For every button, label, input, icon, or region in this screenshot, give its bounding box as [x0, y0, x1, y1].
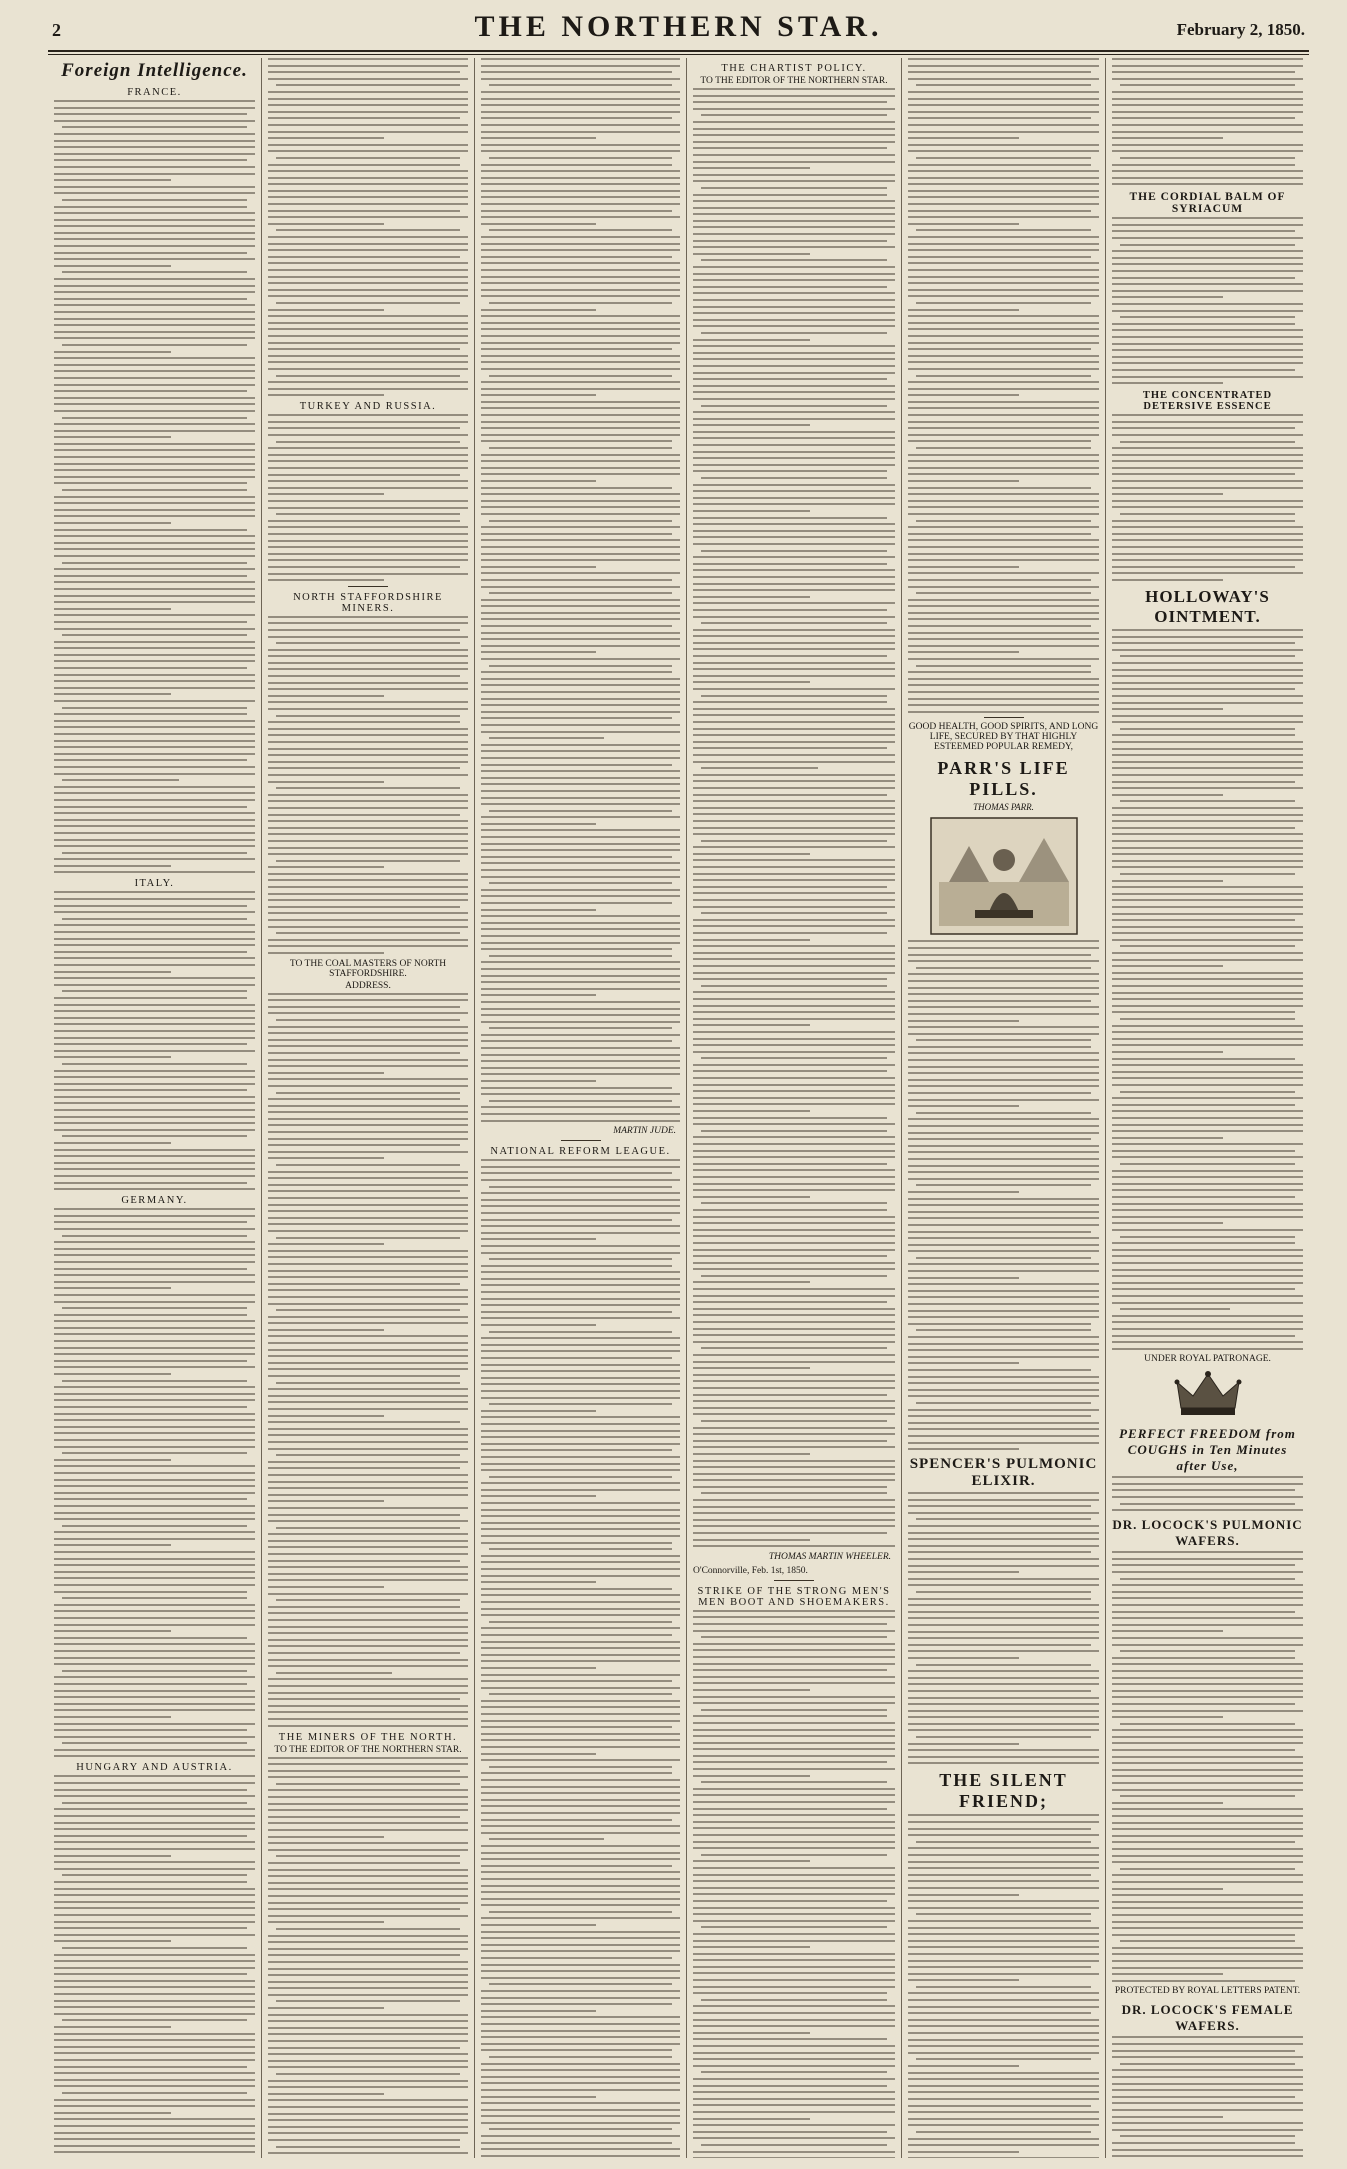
article-text: [54, 100, 255, 873]
heading-chartist-policy: THE CHARTIST POLICY.: [721, 63, 867, 74]
heading-hungary-austria: HUNGARY AND AUSTRIA.: [76, 1762, 233, 1774]
column-5: [901, 58, 1105, 2158]
masthead: [48, 6, 1309, 50]
ad-text: [1112, 414, 1303, 581]
divider: [561, 1140, 601, 1141]
article-text: [268, 616, 468, 954]
article-text: [481, 1159, 680, 2158]
masthead-rule-thin: [48, 54, 1309, 55]
ad-cordial-balm-title: THE CORDIAL BALM OF SYRIACUM: [1129, 191, 1286, 216]
heading-coal-masters: TO THE COAL MASTERS OF NORTH STAFFORDSHIRE.: [289, 958, 447, 979]
ad-text: [1112, 629, 1303, 1350]
column-2: [261, 58, 474, 2158]
ad-text: [908, 1492, 1099, 1764]
crown-icon: [1173, 1368, 1243, 1420]
column-4: [686, 58, 901, 2158]
ad-parr-title: PARR'S LIFE PILLS.: [937, 758, 1070, 800]
article-text: [693, 1610, 895, 2158]
divider: [984, 717, 1024, 718]
article-text: [268, 1757, 468, 2159]
heading-national-reform-league: NATIONAL REFORM LEAGUE.: [490, 1146, 671, 1158]
article-text: [54, 1208, 255, 1757]
ad-text: [1112, 1476, 1303, 1511]
heading-miners-of-the-north: THE MINERS OF THE NORTH.: [278, 1731, 458, 1743]
signature: THOMAS MARTIN WHEELER.: [768, 1551, 891, 1562]
ad-locock-female-title: DR. LOCOCK'S FEMALE WAFERS.: [1121, 2002, 1294, 2034]
column-6: [1105, 58, 1309, 2158]
newspaper-title: THE NORTHERN STAR.: [474, 10, 883, 43]
heading-north-staffordshire-miners: NORTH STAFFORDSHIRE MINERS.: [293, 591, 443, 614]
divider: [774, 1580, 814, 1581]
subheading-editor: TO THE EDITOR OF THE NORTHERN STAR.: [700, 76, 888, 86]
heading-france: FRANCE.: [127, 87, 182, 98]
article-text: [54, 891, 255, 1190]
columns: [48, 58, 1309, 2158]
ad-text: [908, 1814, 1099, 2158]
ad-parr-caption: THOMAS PARR.: [973, 802, 1034, 813]
ad-parr-lead: GOOD HEALTH, GOOD SPIRITS, AND LONG LIFE, SECURED BY THAT HIGHLY ESTEEMED POPULAR REMEDY,: [908, 722, 1099, 753]
ad-text: [1112, 58, 1303, 185]
article-text: [54, 1775, 255, 2158]
page-number: 2: [52, 20, 61, 40]
ad-detersive-essence-title: THE CONCENTRATED DETERSIVE ESSENCE: [1142, 390, 1273, 413]
article-text: [481, 58, 680, 1122]
ad-text: [1112, 217, 1303, 384]
heading-italy: ITALY.: [134, 878, 175, 890]
article-text: [268, 414, 468, 581]
ad-royal-letters-patent: PROTECTED BY ROYAL LETTERS PATENT.: [1114, 1986, 1301, 1997]
article-text: [908, 58, 1099, 713]
ad-holloway-title: HOLLOWAY'S OINTMENT.: [1145, 586, 1270, 626]
subheading-editor: TO THE EDITOR OF THE NORTHERN STAR.: [274, 1744, 462, 1755]
heading-address: ADDRESS.: [345, 980, 391, 991]
masthead-rule: [48, 50, 1309, 52]
issue-date: February 2, 1850.: [1176, 20, 1305, 39]
ad-text: [908, 940, 1099, 1450]
heading-turkey-russia: TURKEY AND RUSSIA.: [299, 401, 437, 413]
dateline: O'Connorville, Feb. 1st, 1850.: [693, 1565, 808, 1576]
ad-perfect-freedom-title: PERFECT FREEDOM from COUGHS in Ten Minutes after Use,: [1119, 1426, 1296, 1474]
signature: MARTIN JUDE.: [613, 1126, 676, 1137]
column-1: [48, 58, 261, 2158]
portrait-illustration: [929, 816, 1079, 936]
column-3: [474, 58, 686, 2158]
heading-strike-shoemakers: STRIKE OF THE STRONG MEN'S MEN BOOT AND SHOEMAKERS.: [697, 1585, 891, 1608]
heading-germany: GERMANY.: [121, 1195, 188, 1207]
ad-locock-pulmonic-title: DR. LOCOCK'S PULMONIC WAFERS.: [1112, 1517, 1303, 1549]
ad-royal-patronage: UNDER ROYAL PATRONAGE.: [1144, 1354, 1271, 1365]
ad-text: [1112, 1551, 1303, 1982]
ad-silent-friend-title: THE SILENT FRIEND;: [939, 1770, 1068, 1812]
article-text: [693, 88, 895, 1547]
ad-spencer-title: SPENCER'S PULMONIC ELIXIR.: [909, 1456, 1098, 1490]
article-text: [268, 58, 468, 396]
ad-text: [1112, 2036, 1303, 2158]
divider: [348, 586, 388, 587]
section-title: Foreign Intelligence.: [61, 60, 248, 81]
article-text: [268, 993, 468, 1727]
